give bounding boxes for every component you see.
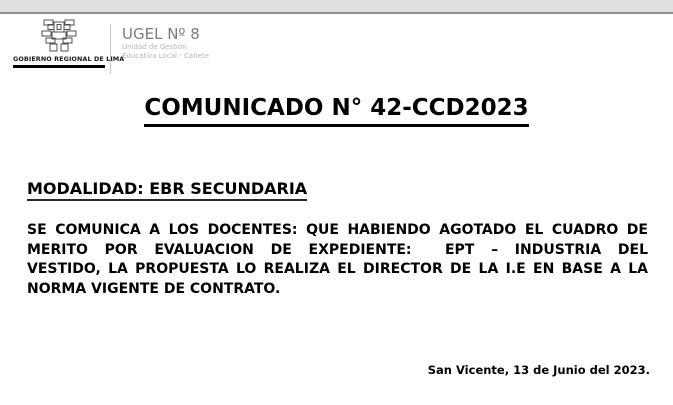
- announcement-body: [27, 221, 648, 299]
- window-top-bar: [0, 0, 673, 14]
- gobierno-regional-lima-emblem-icon: [40, 19, 78, 53]
- modality-row: [27, 179, 307, 198]
- logo-caption: GOBIERNO REGIONAL DE LIMA: [13, 55, 125, 63]
- document-title-row: [0, 95, 673, 121]
- ugel-subtitle-line1: Unidad de Gestión: [122, 43, 187, 51]
- modality-heading: MODALIDAD: EBR SECUNDARIA: [27, 179, 307, 201]
- logo-underline: [13, 65, 105, 68]
- ugel-heading: [122, 25, 209, 60]
- date-line: San Vicente, 13 de Junio del 2023.: [427, 363, 650, 377]
- body-line: MERITO POR EVALUACION DE EXPEDIENTE: EPT – INDUSTRIA DEL: [27, 241, 648, 258]
- body-line: VESTIDO, LA PROPUESTA LO REALIZA EL DIRECTOR DE LA I.E EN BASE A LA: [27, 261, 648, 277]
- body-line: SE COMUNICA A LOS DOCENTES: QUE HABIENDO AGOTADO EL CUADRO DE: [27, 222, 648, 238]
- header-divider: [110, 24, 111, 74]
- ugel-title: UGEL Nº 8: [122, 25, 200, 43]
- body-line: NORMA VIGENTE DE CONTRATO.: [27, 280, 281, 297]
- gobierno-regional-logo: [13, 19, 125, 68]
- ugel-subtitle-line2: Educativa Local - Cañete: [122, 51, 209, 60]
- document-title: COMUNICADO N° 42-CCD2023: [144, 95, 528, 127]
